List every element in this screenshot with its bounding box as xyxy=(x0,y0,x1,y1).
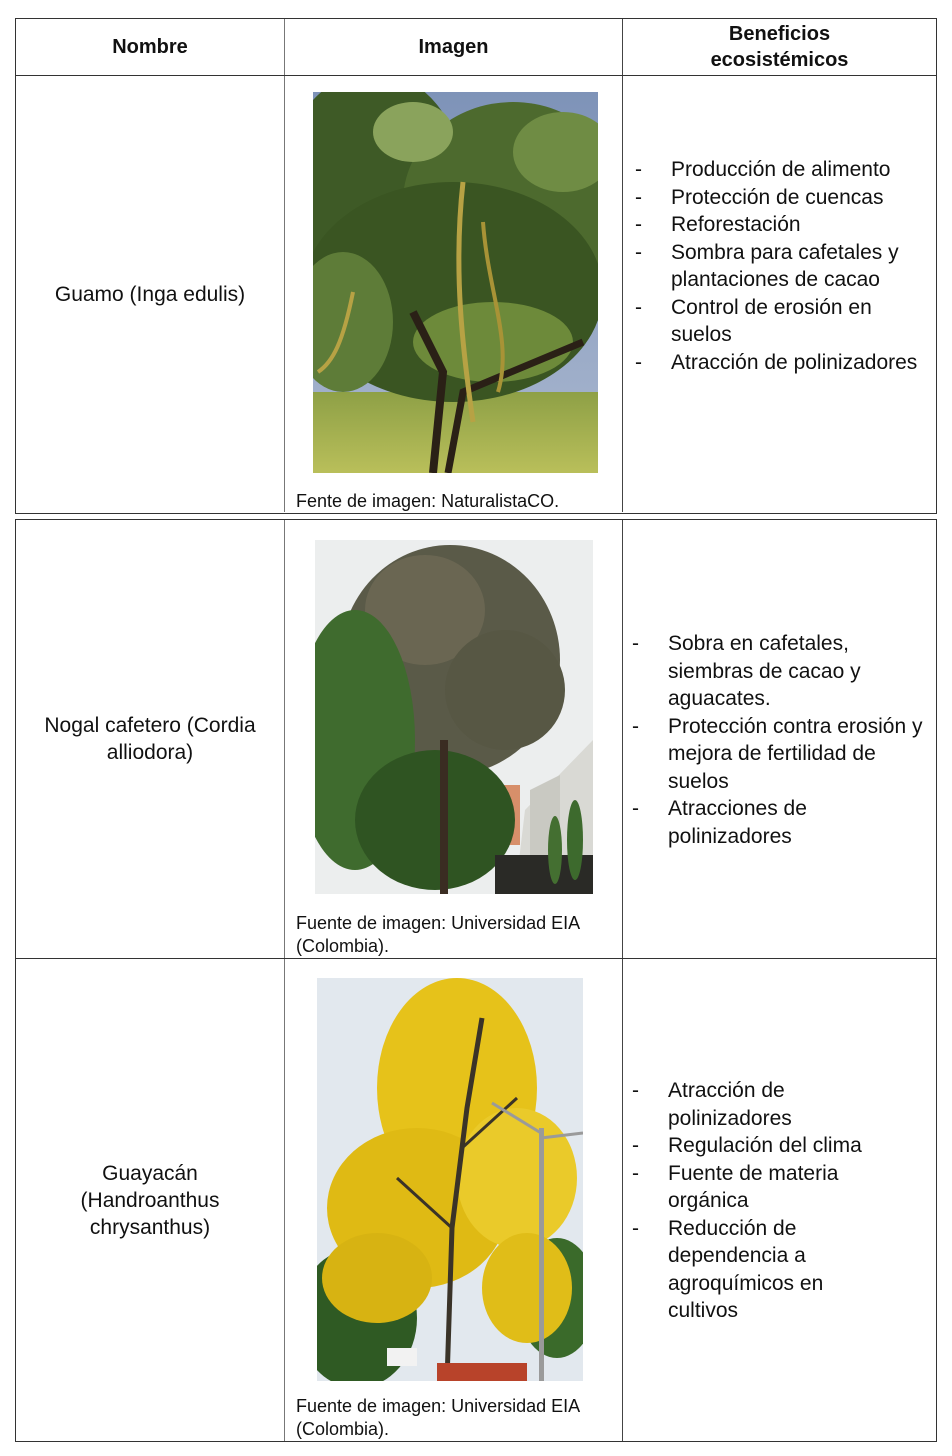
species-name: Nogal cafetero (Cordia alliodora) xyxy=(16,520,285,958)
species-table-part-1 xyxy=(15,18,937,514)
benefits-list xyxy=(623,156,936,376)
image-caption: Fente de imagen: NaturalistaCO. xyxy=(296,491,560,511)
species-table-part-2 xyxy=(15,519,937,1442)
table-header-row xyxy=(16,19,936,76)
header-nombre: Nombre xyxy=(16,19,285,75)
table-row-guayacan xyxy=(16,959,936,1441)
benefits-cell xyxy=(623,520,936,958)
benefit-item: - Protección de cuencas xyxy=(635,185,884,209)
image-cell xyxy=(285,76,623,512)
benefit-item: - Reducción de dependencia a agroquímicos en cultivos xyxy=(632,1216,824,1322)
table-row-guamo xyxy=(16,76,936,512)
nogal-tree-photo xyxy=(315,540,593,894)
benefit-item: - Atracción de polinizadores xyxy=(635,350,918,374)
benefit-item: - Sobra en cafetales, siembras de cacao y aguacates. xyxy=(632,632,861,710)
benefit-item: - Protección contra erosión y mejora de fertilidad de suelos xyxy=(632,714,923,793)
benefits-cell xyxy=(623,76,936,512)
header-imagen: Imagen xyxy=(285,19,623,75)
species-name: Guayacán (Handroanthus chrysanthus) xyxy=(16,959,285,1441)
guamo-tree-photo xyxy=(313,92,598,473)
benefit-item: - Reforestación xyxy=(635,213,801,236)
benefit-item: - Regulación del clima xyxy=(632,1134,862,1157)
benefit-item: - Atracciones de polinizadores xyxy=(632,797,807,848)
header-beneficios: Beneficios ecosistémicos xyxy=(710,23,849,71)
table-row-nogal xyxy=(16,520,936,959)
benefits-cell xyxy=(623,959,936,1441)
benefit-item: - Producción de alimento xyxy=(635,158,891,181)
image-caption: Fuente de imagen: Universidad EIA (Colombia). xyxy=(296,1396,580,1439)
image-cell xyxy=(285,959,623,1441)
image-caption: Fuente de imagen: Universidad EIA (Colombia). xyxy=(296,913,580,956)
benefits-list xyxy=(623,630,936,850)
benefit-item: - Control de erosión en suelos xyxy=(635,295,872,346)
benefits-list xyxy=(623,1077,936,1325)
benefit-item: - Sombra para cafetales y plantaciones de cacao xyxy=(635,240,899,291)
image-cell xyxy=(285,520,623,958)
guayacan-tree-photo xyxy=(317,978,583,1381)
benefit-item: - Fuente de materia orgánica xyxy=(632,1161,839,1212)
benefit-item: - Atracción de polinizadores xyxy=(632,1079,792,1130)
species-name: Guamo (Inga edulis) xyxy=(16,76,285,512)
